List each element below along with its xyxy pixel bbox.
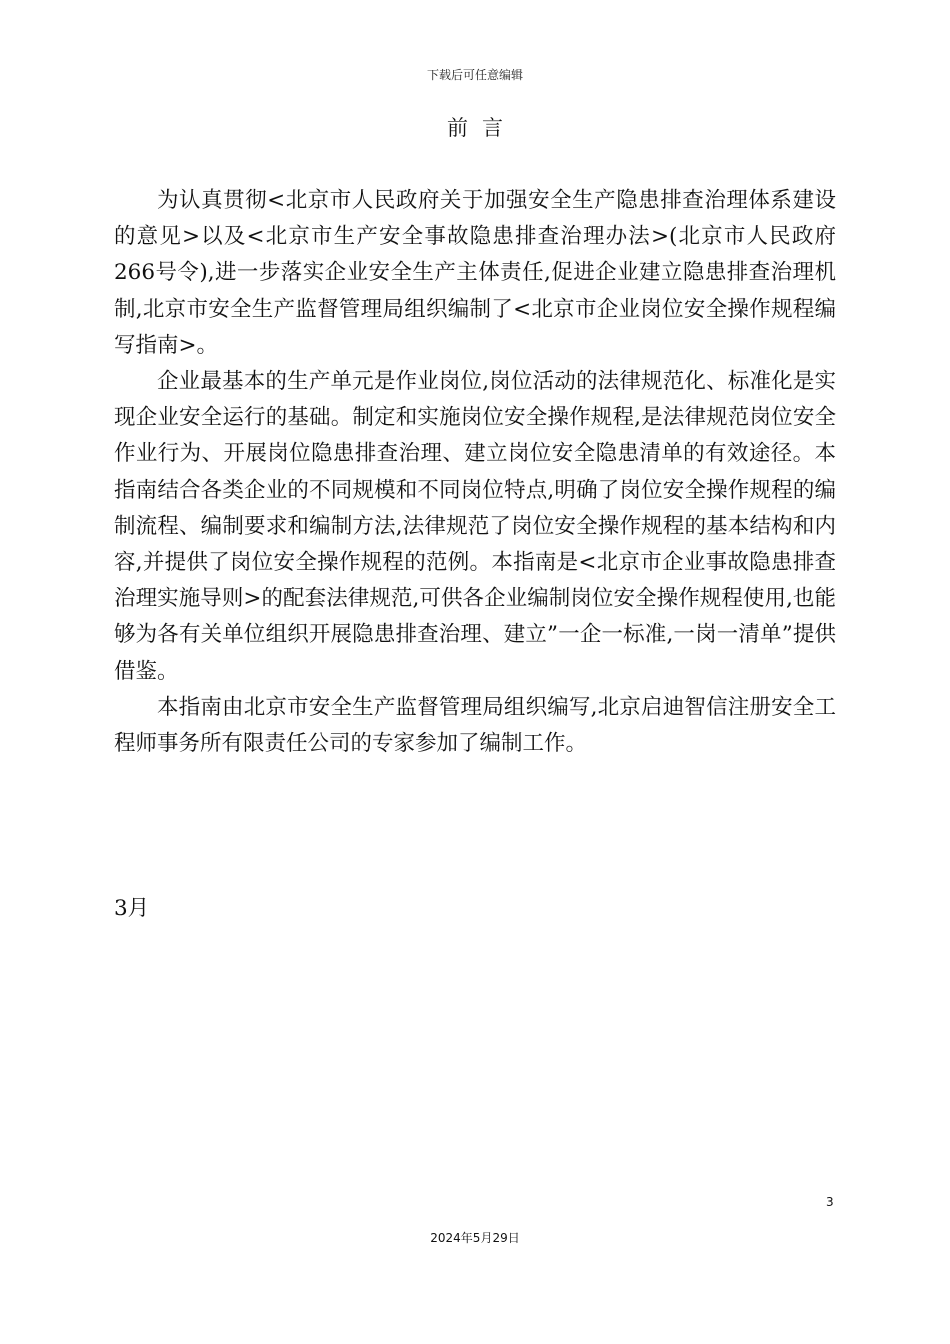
paragraph-1: 为认真贯彻<北京市人民政府关于加强安全生产隐患排查治理体系建设的意见>以及<北京市生产安全事故隐患排查治理办法>(北京市人民政府266号令),进一步落实企业安全生产主体责任,促进企业建立隐患排查治理机制,北京市安全生产监督管理局组织编制了<北京市企业岗位安全操作规程编写指南>。 <box>114 188 836 358</box>
paragraph-2: 企业最基本的生产单元是作业岗位,岗位活动的法律规范化、标准化是实现企业安全运行的基础。制定和实施岗位安全操作规程,是法律规范岗位安全作业行为、开展岗位隐患排查治理、建立岗位安全隐患清单的有效途径。本指南结合各类企业的不同规模和不同岗位特点,明确了岗位安全操作规程的编制流程、编制要求和编制方法,法律规范了岗位安全操作规程的基本结构和内容,并提供了岗位安全操作规程的范例。本指南是<北京市企业事故隐患排查治理实施导则>的配套法律规范,可供各企业编制岗位安全操作规程使用,也能够为各有关单位组织开展隐患排查治理、建立”一企一标准,一岗一清单”提供借鉴。 <box>114 369 836 684</box>
document-body <box>114 183 836 762</box>
footer-date: 2024年5月29日 <box>430 1231 520 1245</box>
page-number: 3 <box>826 1195 834 1209</box>
document-date: 3月 <box>114 896 150 921</box>
paragraph-3: 本指南由北京市安全生产监督管理局组织编写,北京启迪智信注册安全工程师事务所有限责任公司的专家参加了编制工作。 <box>114 694 836 757</box>
document-title: 前言 <box>447 116 517 140</box>
header-note: 下载后可任意编辑 <box>426 68 523 82</box>
